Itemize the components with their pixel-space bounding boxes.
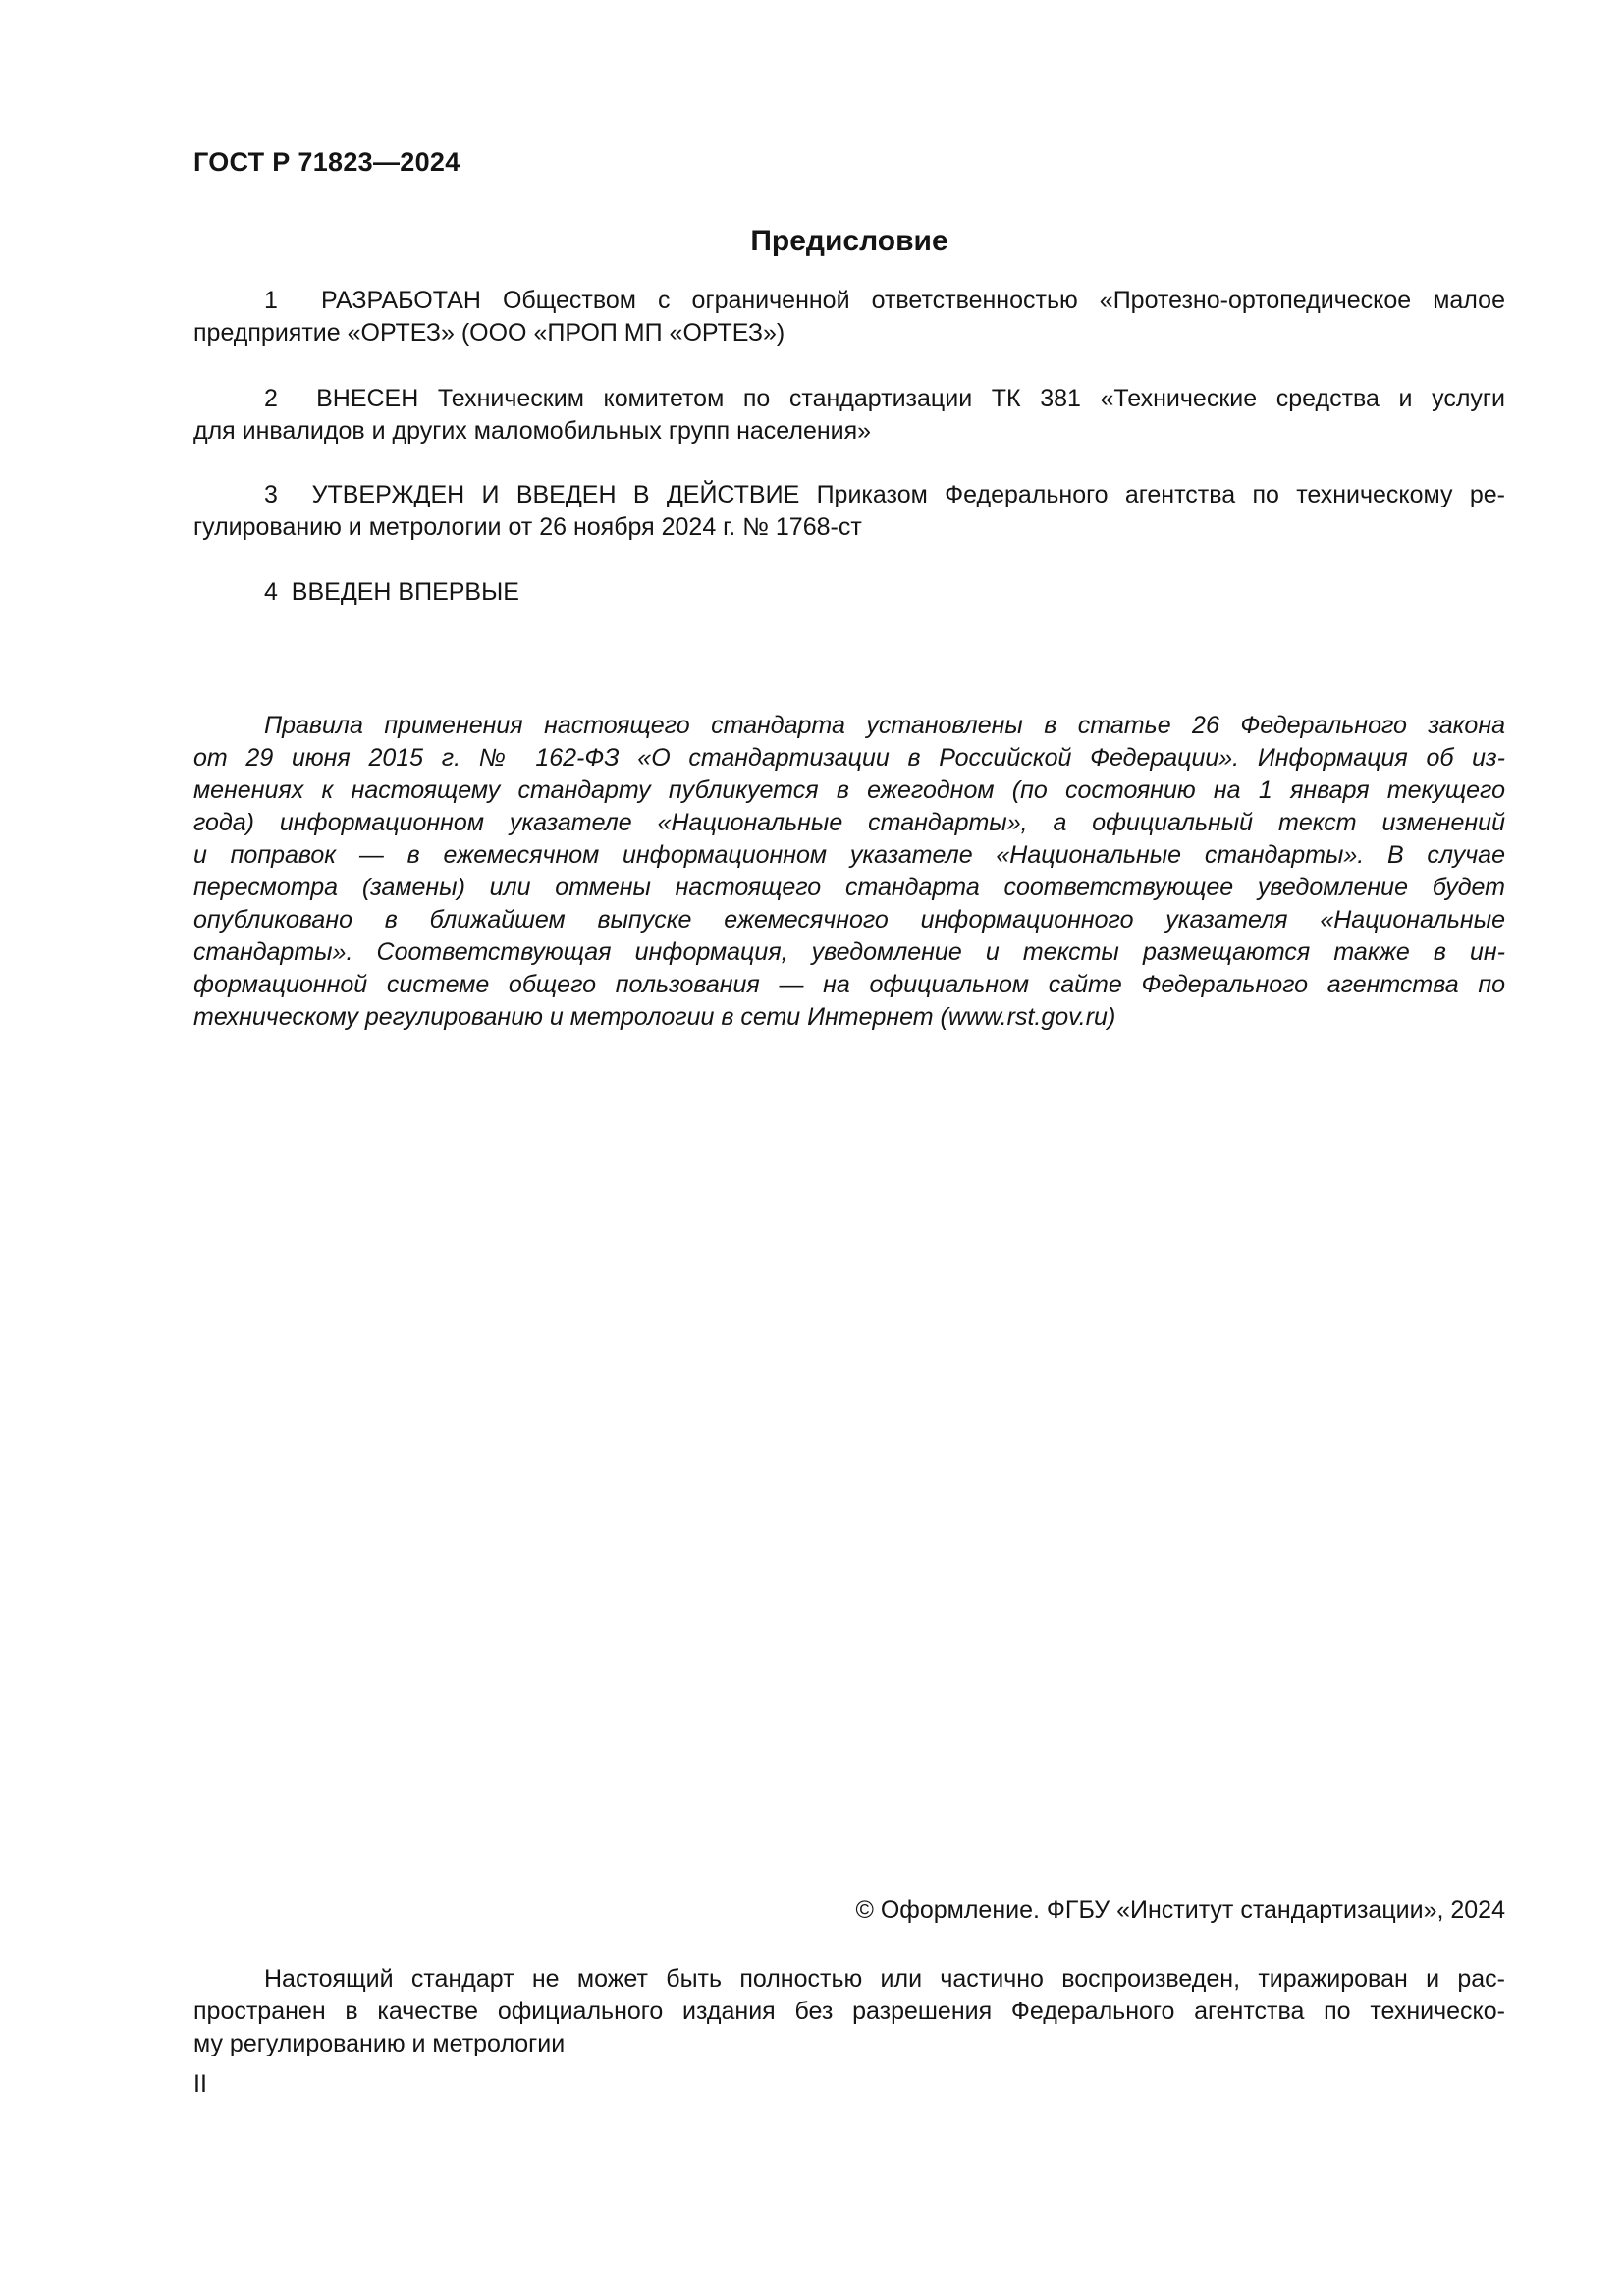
restriction-paragraph — [193, 1963, 1505, 2060]
text-line: менениях к настоящему стандарту публикуется в ежегодном (по состоянию на 1 января текущего — [193, 776, 1505, 804]
legal-notice — [193, 710, 1505, 1034]
text-line: пространен в качестве официального издания без разрешения Федерального агентства по техническо- — [193, 1998, 1505, 2025]
text-line: формационной системе общего пользования — на официальном сайте Федерального агентства по — [193, 971, 1505, 998]
text-line: пересмотра (замены) или отмены настоящего стандарта соответствующее уведомление будет — [193, 874, 1505, 901]
doc-code-header: ГОСТ Р 71823—2024 — [193, 147, 460, 177]
foreword-paragraph-3 — [193, 479, 1505, 544]
text-line: стандарты». Соответствующая информация, уведомление и тексты размещаются также в ин- — [193, 938, 1505, 966]
text-line: года) информационном указателе «Национальные стандарты», а официальный текст изменений — [193, 809, 1505, 836]
text-line: 3 УТВЕРЖДЕН И ВВЕДЕН В ДЕЙСТВИЕ Приказом Федерального агентства по техническому ре- — [264, 481, 1505, 508]
text-line: предприятие «ОРТЕЗ» (ООО «ПРОП МП «ОРТЕЗ») — [193, 319, 785, 347]
text-line: и поправок — в ежемесячном информационном указателе «Национальные стандарты». В случае — [193, 841, 1505, 869]
foreword-paragraph-4 — [193, 576, 1505, 609]
text-line: 4 ВВЕДЕН ВПЕРВЫЕ — [264, 578, 519, 606]
text-line: опубликовано в ближайшем выпуске ежемесячного информационного указателя «Национальные — [193, 906, 1505, 934]
text-line: Правила применения настоящего стандарта установлены в статье 26 Федерального закона — [264, 712, 1505, 739]
text-line: му регулированию и метрологии — [193, 2030, 566, 2057]
copyright-line: © Оформление. ФГБУ «Институт стандартизации», 2024 — [855, 1896, 1505, 1924]
text-line: 1 РАЗРАБОТАН Обществом с ограниченной ответственностью «Протезно-ортопедическое малое — [264, 287, 1505, 314]
text-line: Настоящий стандарт не может быть полностью или частично воспроизведен, тиражирован и рас- — [264, 1965, 1505, 1993]
text-line: 2 ВНЕСЕН Техническим комитетом по стандартизации ТК 381 «Технические средства и услуги — [264, 385, 1505, 412]
text-line: от 29 июня 2015 г. № 162-ФЗ «О стандартизации в Российской Федерации». Информация об из- — [193, 744, 1505, 772]
text-line: техническому регулированию и метрологии в сети Интернет (www.rst.gov.ru) — [193, 1003, 1116, 1031]
foreword-paragraph-2 — [193, 383, 1505, 448]
page-title: Предисловие — [750, 225, 948, 257]
foreword-paragraph-1 — [193, 285, 1505, 349]
text-line: гулированию и метрологии от 26 ноября 2024 г. № 1768-ст — [193, 513, 862, 541]
page-number: II — [193, 2070, 207, 2098]
text-line: для инвалидов и других маломобильных групп населения» — [193, 417, 872, 445]
